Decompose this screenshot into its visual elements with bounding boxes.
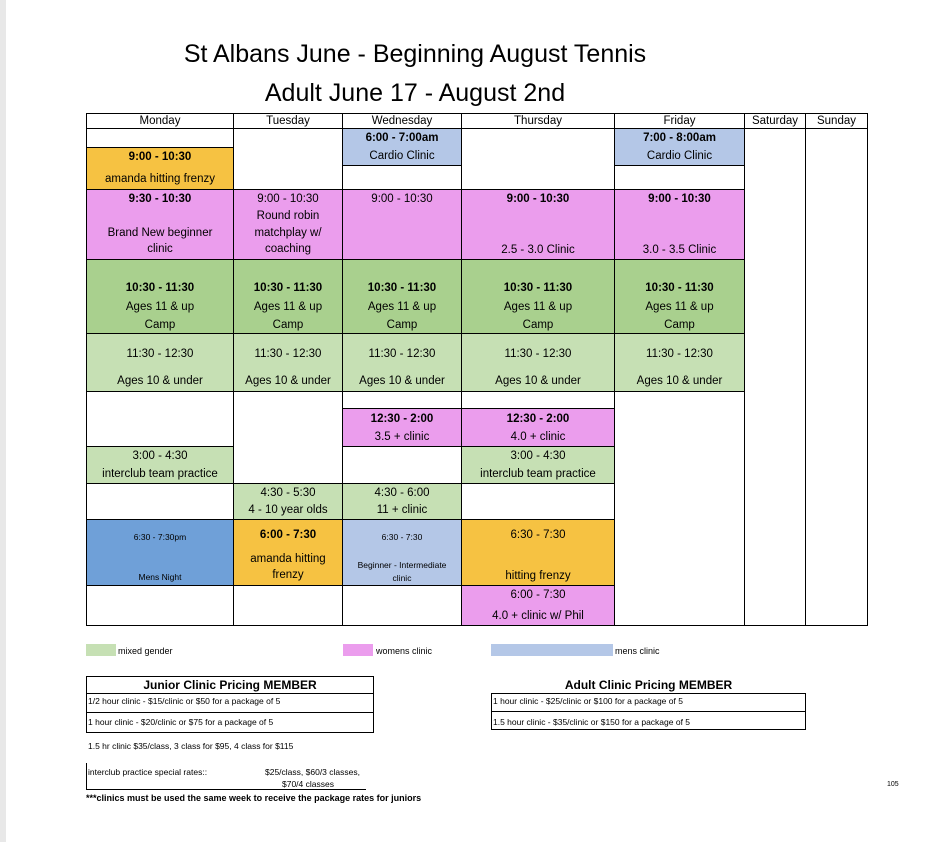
clinic-name: 4.0 + clinic [510,431,566,443]
wed-empty-early [342,165,462,190]
mon-ages-10-under [86,333,234,392]
fri-empty-early [614,165,745,190]
clinic-name: coaching [264,243,312,255]
tue-empty-midday [233,391,343,484]
time-label: 9:00 - 10:30 [506,193,570,205]
clinic-name: clinic [392,573,412,583]
junior-table-left-border [86,693,87,733]
junior-price-row: 1/2 hour clinic - $15/clinic or $50 for a package of 5 [88,696,281,706]
legend-label-mixed: mixed gender [118,646,173,656]
clinic-name: Ages 11 & up [253,301,323,313]
fri-empty-afternoon [614,391,745,626]
time-label: 11:30 - 12:30 [646,348,713,360]
saturday-column [744,128,806,626]
junior-table-divider [86,789,366,790]
clinic-name: Ages 10 & under [245,375,331,387]
time-label: 3:00 - 4:30 [510,450,566,462]
time-label: 11:30 - 12:30 [504,348,572,360]
interclub-rates-price: $25/class, $60/3 classes, [265,767,360,777]
clinic-name: Ages 11 & up [125,301,195,313]
time-label: 10:30 - 11:30 [367,282,437,294]
clinic-name: 4.0 + clinic w/ Phil [492,610,584,622]
clinic-name: Camp [144,319,176,331]
wed-empty-3 [342,446,462,484]
day-label: Friday [663,115,696,127]
time-label: 12:30 - 2:00 [506,413,570,425]
schedule-subtitle: Adult June 17 - August 2nd [264,79,566,107]
time-label: 6:00 - 7:00am [365,132,439,144]
junior-price-row: 1 hour clinic - $20/clinic or $75 for a package of 5 [88,717,274,727]
header-sunday [805,113,868,129]
clinic-name: amanda hitting [250,553,326,565]
tue-4-10-year-olds [233,483,343,520]
thu-camp [461,259,615,334]
mon-empty-430 [86,483,234,520]
time-label: 3:00 - 4:30 [132,450,188,462]
thu-9-clinic [461,189,615,260]
thursday-empty-early [461,128,615,190]
time-label: 10:30 - 11:30 [253,282,323,294]
thu-hitting-frenzy [461,519,615,586]
legend-swatch-womens [343,644,373,656]
junior-pricing-title: Junior Clinic Pricing MEMBER [143,678,317,692]
time-label: 11:30 - 12:30 [254,348,322,360]
clinic-name: Camp [272,319,304,331]
time-label: 4:30 - 6:00 [374,487,430,499]
interclub-rates-label: interclub practice special rates:: [88,767,208,777]
time-label: 11:30 - 12:30 [368,348,436,360]
fri-9-clinic [614,189,745,260]
fri-camp [614,259,745,334]
time-label: 10:30 - 11:30 [503,282,573,294]
junior-table-left-border [86,763,87,789]
mon-camp [86,259,234,334]
mon-empty-last [86,585,234,626]
day-label: Saturday [751,115,799,127]
legend-label-womens: womens clinic [376,646,433,656]
tue-hitting-frenzy [233,519,343,586]
fri-ages-10-under [614,333,745,392]
clinic-name: Beginner - Intermediate [357,560,447,570]
clinic-name: amanda hitting frenzy [105,173,215,185]
clinic-name: Cardio Clinic [646,150,713,162]
time-label: 12:30 - 2:00 [370,413,434,425]
tue-camp [233,259,343,334]
clinic-name: Camp [386,319,418,331]
clinic-name: Round robin [256,210,320,222]
clinic-name: Ages 11 & up [367,301,437,313]
thu-4-0-clinic-phil [461,585,615,626]
page-edge [0,0,6,842]
wed-beginner-intermediate [342,519,462,586]
thu-empty-midday [461,391,615,409]
mon-interclub [86,446,234,484]
tue-ages-10-under [233,333,343,392]
junior-price-row: 1.5 hr clinic $35/class, 3 class for $95, 4 class for $115 [88,741,294,751]
junior-table-right-border [373,693,374,733]
header-friday [614,113,745,129]
adult-price-row: 1 hour clinic - $25/clinic or $100 for a package of 5 [493,696,683,706]
mon-hitting-frenzy [86,147,234,190]
clinic-name: interclub team practice [102,468,218,480]
time-label: 9:00 - 10:30 [371,193,433,205]
time-label: 4:30 - 5:30 [260,487,316,499]
mon-mens-night [86,519,234,586]
schedule-title: St Albans June - Beginning August Tennis [183,40,647,68]
clinic-name: 3.0 - 3.5 Clinic [642,244,717,256]
sunday-column [805,128,868,626]
junior-table-divider [86,732,374,733]
adult-price-row: 1.5 hour clinic - $35/clinic or $150 for a package of 5 [493,717,691,727]
time-label: 7:00 - 8:00am [643,132,716,144]
clinic-name: Camp [522,319,554,331]
clinic-name: Mens Night [138,572,182,582]
adult-pricing-title: Adult Clinic Pricing MEMBER [564,678,733,692]
clinic-name: Ages 10 & under [636,375,723,387]
clinic-name: Camp [664,319,695,331]
wed-empty-midday [342,391,462,409]
mon-empty-midday [86,391,234,447]
mon-beginner-clinic [86,189,234,260]
thu-4-0-clinic [461,408,615,447]
wed-3-5-clinic [342,408,462,447]
wed-11-plus-clinic [342,483,462,520]
clinic-name: Ages 11 & up [503,301,573,313]
clinic-name: interclub team practice [480,468,596,480]
legend-label-mens: mens clinic [615,646,660,656]
tue-round-robin [233,189,343,260]
day-label: Sunday [816,115,856,127]
header-tuesday [233,113,343,129]
legend-swatch-mens [491,644,613,656]
clinic-name: clinic [147,243,173,255]
time-label: 6:30 - 7:30 [510,529,566,541]
clinic-name: 3.5 + clinic [374,431,430,443]
time-label: 9:00 - 10:30 [128,151,192,163]
time-label: 6:00 - 7:30 [259,529,317,541]
wed-empty-last [342,585,462,626]
thu-ages-10-under [461,333,615,392]
day-label: Wednesday [371,115,433,127]
header-thursday [461,113,615,129]
clinic-name: hitting frenzy [505,570,571,582]
clinic-name: 2.5 - 3.0 Clinic [501,244,575,256]
thu-interclub [461,446,615,484]
junior-table-divider [86,712,374,713]
day-label: Monday [139,115,181,127]
tuesday-empty-early [233,128,343,190]
thu-empty-430 [461,483,615,520]
wed-ages-10-under [342,333,462,392]
interclub-rates-price: $70/4 classes [282,779,334,789]
wed-cardio-clinic [342,128,462,166]
time-label: 10:30 - 11:30 [645,282,714,294]
clinic-name: frenzy [272,569,304,581]
header-wednesday [342,113,462,129]
monday-empty-early [86,128,234,148]
clinic-name: 11 + clinic [376,504,428,516]
page-number: 105 [887,781,899,788]
time-label: 10:30 - 11:30 [125,282,195,294]
clinic-name: Ages 11 & up [645,301,714,313]
day-label: Tuesday [266,115,310,127]
time-label: 9:00 - 10:30 [257,193,319,205]
time-label: 6:30 - 7:30 [381,532,423,542]
clinic-name: Ages 10 & under [117,375,203,387]
clinic-name: 4 - 10 year olds [248,504,328,516]
header-saturday [744,113,806,129]
clinic-name: Brand New beginner [107,227,213,239]
time-label: 6:00 - 7:30 [510,589,566,601]
time-label: 9:30 - 10:30 [128,193,192,205]
tue-empty-last [233,585,343,626]
time-label: 9:00 - 10:30 [648,193,711,205]
day-label: Thursday [514,115,562,127]
wed-camp [342,259,462,334]
time-label: 11:30 - 12:30 [126,348,194,360]
legend-swatch-mixed [86,644,116,656]
clinic-name: matchplay w/ [254,227,322,239]
junior-package-note: ***clinics must be used the same week to receive the package rates for juniors [86,793,422,803]
wed-9-clinic [342,189,462,260]
clinic-name: Ages 10 & under [359,375,445,387]
adult-table-divider [491,711,806,712]
header-monday [86,113,234,129]
clinic-name: Ages 10 & under [495,375,581,387]
fri-cardio-clinic [614,128,745,166]
clinic-name: Cardio Clinic [369,150,435,162]
time-label: 6:30 - 7:30pm [133,532,187,542]
